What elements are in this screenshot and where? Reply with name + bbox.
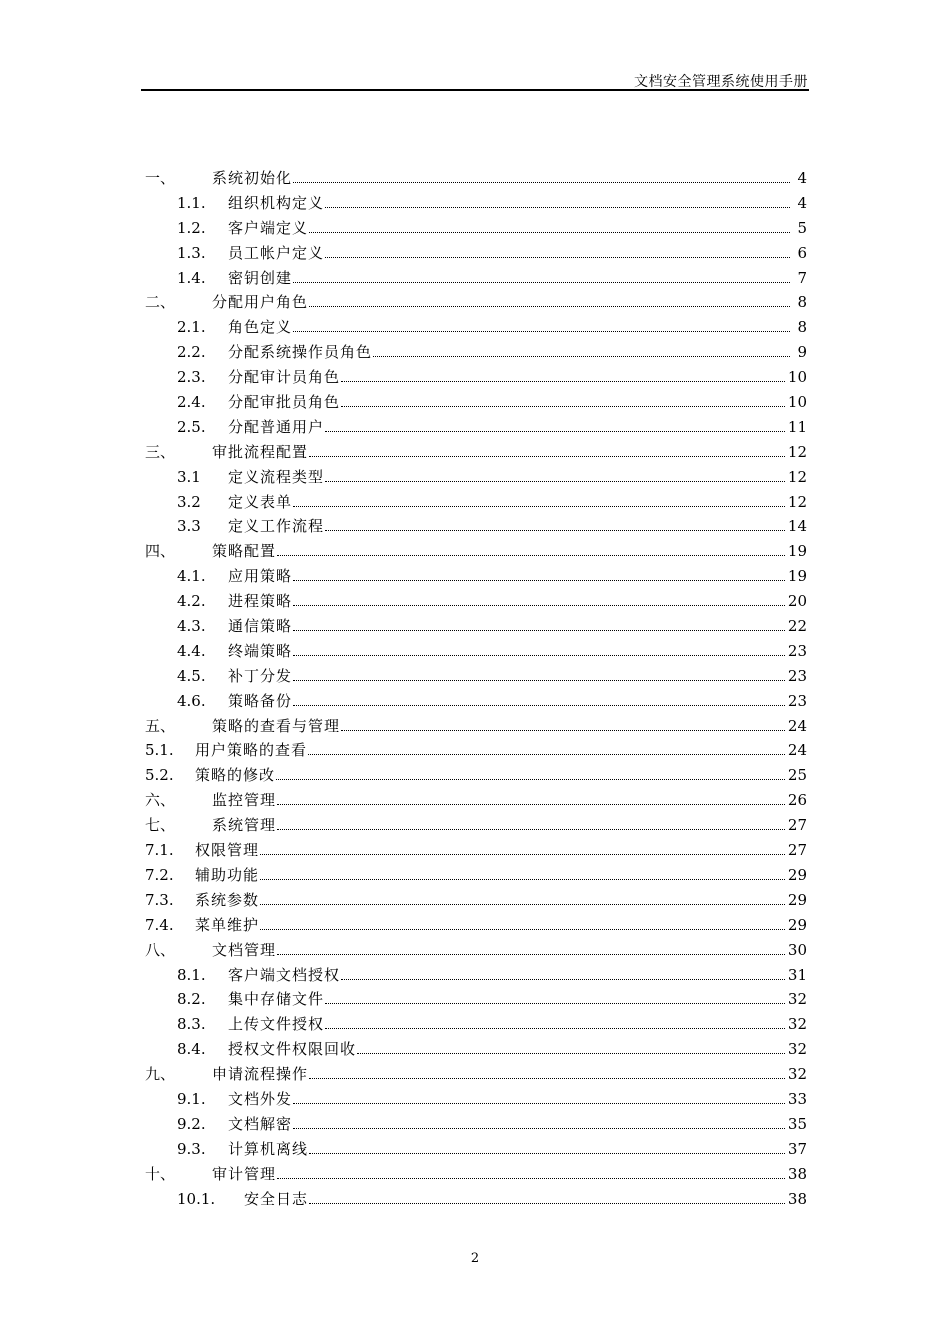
toc-dot-leader [293,315,790,340]
toc-dot-leader [277,938,785,963]
toc-entry-label: 监控管理 [212,791,277,810]
toc-entry[interactable] [145,1187,807,1212]
toc-dot-leader [277,788,785,813]
toc-entry-page: 27 [787,816,807,835]
toc-entry-label: 分配审计员角色 [228,368,341,387]
toc-dot-leader [309,1062,785,1087]
toc-entry[interactable] [145,863,807,888]
toc-entry-number: 3.3 [177,517,201,536]
toc-dot-leader [293,639,785,664]
toc-entry-page: 14 [787,517,807,536]
toc-entry[interactable] [145,490,807,515]
toc-entry-label: 用户策略的查看 [195,741,308,760]
toc-dot-leader [277,1162,785,1187]
toc-entry-page: 27 [787,841,807,860]
toc-entry-page: 8 [797,318,807,337]
toc-entry-page: 10 [787,393,807,412]
toc-entry[interactable] [145,166,807,191]
toc-entry-number: 五、 [145,716,176,735]
toc-entry-page: 19 [787,567,807,586]
toc-entry-label: 菜单维护 [195,915,260,934]
toc-entry-number: 4.1. [177,567,206,586]
toc-entry-page: 8 [797,293,807,312]
toc-entry[interactable] [145,639,807,664]
toc-entry[interactable] [145,266,807,291]
toc-entry-number: 1.1. [177,193,206,212]
toc-entry-number: 8.3. [177,1015,206,1034]
toc-entry-page: 6 [797,243,807,262]
toc-entry-page: 23 [787,641,807,660]
toc-entry[interactable] [145,1012,807,1037]
toc-entry-label: 分配审批员角色 [228,393,341,412]
toc-dot-leader [293,689,785,714]
toc-entry-label: 终端策略 [228,641,293,660]
toc-entry[interactable] [145,888,807,913]
toc-entry-page: 29 [787,915,807,934]
toc-entry-number: 8.4. [177,1040,206,1059]
toc-entry-page: 37 [787,1139,807,1158]
toc-entry[interactable] [145,689,807,714]
toc-entry-label: 通信策略 [228,617,293,636]
toc-dot-leader [325,241,790,266]
toc-entry-number: 二、 [145,293,176,312]
toc-entry-label: 员工帐户定义 [228,243,325,262]
toc-entry-page: 4 [797,169,807,187]
toc-entry[interactable] [145,1062,807,1087]
toc-entry-number: 2.4. [177,393,206,412]
toc-entry-label: 审批流程配置 [212,442,309,461]
toc-entry-number: 10.1. [177,1189,216,1208]
toc-entry-number: 3.1 [177,467,201,486]
toc-entry[interactable] [145,614,807,639]
toc-entry-page: 12 [787,442,807,461]
toc-entry-page: 30 [787,940,807,959]
toc-entry-page: 5 [797,218,807,237]
toc-dot-leader [277,813,785,838]
toc-entry[interactable] [145,664,807,689]
toc-entry[interactable] [145,340,807,365]
toc-entry-label: 客户端定义 [228,218,309,237]
toc-entry[interactable] [145,589,807,614]
toc-entry-number: 3.2 [177,492,201,511]
toc-dot-leader [293,614,785,639]
toc-entry-label: 客户端文档授权 [228,965,341,984]
toc-entry-label: 系统管理 [212,816,277,835]
toc-entry-label: 策略配置 [212,542,277,561]
toc-entry[interactable] [145,365,807,390]
toc-entry-label: 应用策略 [228,567,293,586]
toc-entry-page: 29 [787,865,807,884]
toc-entry-page: 32 [787,1065,807,1084]
toc-entry-label: 权限管理 [195,841,260,860]
toc-entry-label: 组织机构定义 [228,193,325,212]
toc-entry-page: 23 [787,666,807,685]
toc-dot-leader [293,589,785,614]
toc-entry-label: 文档外发 [228,1089,293,1108]
toc-entry-page: 29 [787,890,807,909]
toc-dot-leader [293,166,790,191]
toc-entry-page: 12 [787,492,807,511]
toc-entry-label: 补丁分发 [228,666,293,685]
toc-entry[interactable] [145,738,807,763]
toc-entry-page: 38 [787,1164,807,1183]
toc-entry-number: 三、 [145,442,176,461]
toc-dot-leader [293,1087,785,1112]
toc-entry-label: 进程策略 [228,592,293,611]
toc-dot-leader [373,340,790,365]
toc-entry-label: 计算机离线 [228,1139,309,1158]
toc-entry-label: 分配用户角色 [212,293,309,312]
toc-entry-label: 策略的查看与管理 [212,716,341,735]
toc-dot-leader [309,290,790,315]
toc-entry-label: 定义工作流程 [228,517,325,536]
toc-entry[interactable] [145,216,807,241]
toc-entry[interactable] [145,390,807,415]
toc-entry[interactable] [145,763,807,788]
toc-entry[interactable] [145,788,807,813]
toc-entry[interactable] [145,465,807,490]
toc-dot-leader [293,1112,785,1137]
toc-dot-leader [325,415,785,440]
toc-entry[interactable] [145,241,807,266]
toc-entry-page: 4 [797,193,807,212]
toc-entry-page: 31 [787,965,807,984]
toc-entry-number: 2.2. [177,343,206,362]
toc-entry-page: 11 [787,417,807,436]
toc-entry-label: 集中存储文件 [228,990,325,1009]
toc-entry-page: 12 [787,467,807,486]
toc-entry-number: 7.3. [145,890,174,909]
toc-entry[interactable] [145,415,807,440]
toc-entry-page: 25 [787,766,807,785]
toc-entry-page: 35 [787,1114,807,1133]
toc-dot-leader [277,539,785,564]
toc-dot-leader [309,1137,785,1162]
toc-dot-leader [309,1187,785,1212]
toc-dot-leader [260,838,785,863]
page-header-title: 文档安全管理系统使用手册 [634,74,808,90]
toc-entry-page: 32 [787,1015,807,1034]
toc-dot-leader [325,514,785,539]
page-number: 2 [470,1251,480,1266]
toc-entry[interactable] [145,813,807,838]
toc-entry-page: 10 [787,368,807,387]
toc-entry-label: 授权文件权限回收 [228,1040,357,1059]
toc-entry[interactable] [145,440,807,465]
table-of-contents [145,166,807,1211]
toc-entry-label: 审计管理 [212,1164,277,1183]
toc-entry-label: 定义流程类型 [228,467,325,486]
toc-entry[interactable] [145,963,807,988]
toc-dot-leader [325,1012,785,1037]
toc-entry-number: 九、 [145,1065,176,1084]
toc-entry-page: 26 [787,791,807,810]
toc-entry-number: 4.2. [177,592,206,611]
toc-dot-leader [341,963,785,988]
toc-entry[interactable] [145,714,807,739]
toc-entry-page: 32 [787,990,807,1009]
toc-entry-number: 2.3. [177,368,206,387]
toc-dot-leader [341,714,785,739]
toc-entry-number: 4.3. [177,617,206,636]
toc-entry[interactable] [145,290,807,315]
toc-entry-page: 19 [787,542,807,561]
toc-entry[interactable] [145,838,807,863]
toc-entry-page: 38 [787,1189,807,1208]
toc-entry[interactable] [145,1037,807,1062]
toc-entry-page: 33 [787,1089,807,1108]
toc-entry-label: 角色定义 [228,318,293,337]
toc-entry-number: 8.2. [177,990,206,1009]
toc-dot-leader [325,191,790,216]
toc-entry-page: 9 [797,343,807,362]
toc-entry-number: 2.5. [177,417,206,436]
toc-entry-number: 8.1. [177,965,206,984]
toc-dot-leader [357,1037,785,1062]
toc-entry-number: 9.3. [177,1139,206,1158]
toc-entry[interactable] [145,564,807,589]
toc-entry-label: 文档管理 [212,940,277,959]
toc-entry-page: 24 [787,716,807,735]
toc-entry-label: 分配系统操作员角色 [228,343,373,362]
toc-entry[interactable] [145,191,807,216]
toc-entry[interactable] [145,514,807,539]
toc-entry-number: 4.6. [177,691,206,710]
toc-entry-label: 策略的修改 [195,766,276,785]
toc-entry-label: 分配普通用户 [228,417,325,436]
toc-entry-label: 安全日志 [244,1189,309,1208]
toc-entry-label: 系统参数 [195,890,260,909]
toc-entry-page: 24 [787,741,807,760]
toc-dot-leader [260,888,785,913]
toc-entry-number: 7.4. [145,915,174,934]
toc-entry-number: 4.4. [177,641,206,660]
toc-entry[interactable] [145,1112,807,1137]
toc-entry[interactable] [145,1162,807,1187]
toc-dot-leader [293,664,785,689]
toc-dot-leader [309,440,785,465]
toc-entry-number: 5.1. [145,741,174,760]
toc-dot-leader [293,564,785,589]
toc-entry-label: 密钥创建 [228,268,293,287]
toc-entry[interactable] [145,1087,807,1112]
toc-entry-label: 定义表单 [228,492,293,511]
toc-dot-leader [260,863,785,888]
toc-entry-number: 四、 [145,542,176,561]
toc-entry[interactable] [145,938,807,963]
toc-entry[interactable] [145,315,807,340]
toc-entry[interactable] [145,913,807,938]
toc-dot-leader [341,365,785,390]
toc-entry-number: 一、 [145,169,176,187]
toc-entry[interactable] [145,1137,807,1162]
toc-entry-number: 9.1. [177,1089,206,1108]
toc-dot-leader [341,390,785,415]
toc-entry-number: 4.5. [177,666,206,685]
toc-entry[interactable] [145,539,807,564]
toc-entry-number: 7.1. [145,841,174,860]
toc-entry-page: 20 [787,592,807,611]
toc-entry-page: 7 [797,268,807,287]
toc-entry-number: 七、 [145,816,176,835]
toc-dot-leader [308,738,785,763]
toc-entry-number: 2.1. [177,318,206,337]
toc-dot-leader [293,490,785,515]
toc-entry-page: 23 [787,691,807,710]
toc-entry-number: 5.2. [145,766,174,785]
toc-entry-number: 9.2. [177,1114,206,1133]
toc-dot-leader [309,216,790,241]
toc-entry-label: 策略备份 [228,691,293,710]
toc-entry-number: 六、 [145,791,176,810]
toc-entry-label: 系统初始化 [212,169,293,187]
toc-dot-leader [325,987,785,1012]
toc-dot-leader [293,266,790,291]
toc-entry-number: 十、 [145,1164,176,1183]
toc-entry-label: 文档解密 [228,1114,293,1133]
toc-entry-label: 申请流程操作 [212,1065,309,1084]
toc-dot-leader [276,763,785,788]
toc-entry[interactable] [145,987,807,1012]
toc-entry-number: 八、 [145,940,176,959]
toc-entry-number: 1.3. [177,243,206,262]
toc-entry-label: 辅助功能 [195,865,260,884]
toc-entry-label: 上传文件授权 [228,1015,325,1034]
toc-entry-number: 1.2. [177,218,206,237]
toc-entry-page: 22 [787,617,807,636]
toc-entry-page: 32 [787,1040,807,1059]
toc-entry-number: 7.2. [145,865,174,884]
header-rule [141,89,809,91]
toc-entry-number: 1.4. [177,268,206,287]
toc-dot-leader [260,913,785,938]
toc-dot-leader [325,465,785,490]
